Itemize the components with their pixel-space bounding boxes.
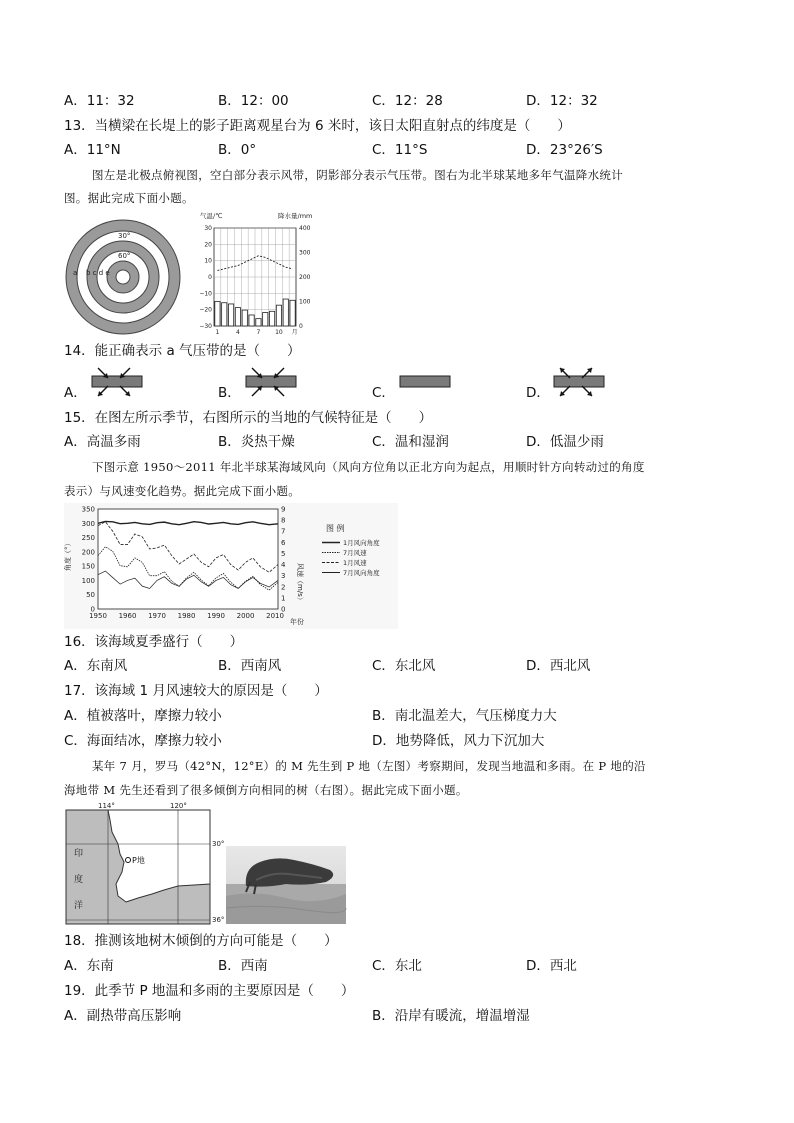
wind-ytick-right: 4 (281, 561, 286, 570)
wind-ytick-right: 3 (281, 572, 286, 581)
legend-entry: 1月风速 (343, 559, 367, 567)
q12-option-c[interactable]: C．12：28 (372, 93, 443, 109)
p-label: P地 (132, 856, 145, 865)
q16-stem: 16．该海域夏季盛行（ ） (64, 634, 244, 650)
q18-option-d[interactable]: D．西北 (526, 958, 577, 974)
q13-stem: 13．当横梁在长堤上的影子距离观星台为 6 米时，该日太阳直射点的纬度是（ ） (64, 118, 571, 134)
intro3-line2: 海地带 M 先生还看到了很多倾倒方向相同的树（右图）。据此完成下面小题。 (64, 783, 468, 797)
climate-precip-tick: 400 (299, 225, 311, 232)
ring-center (116, 270, 130, 284)
q14-option-d[interactable]: D． (526, 385, 550, 401)
wind-ytick-right: 9 (281, 505, 286, 514)
q13-option-d[interactable]: D．23°26′S (526, 142, 603, 158)
climate-temp-tick: −30 (199, 323, 212, 330)
q13-option-c[interactable]: C．11°S (372, 142, 428, 158)
precip-bar (215, 302, 220, 327)
q15-option-b[interactable]: B．炎热干燥 (218, 434, 295, 450)
climate-temp-tick: 30 (204, 225, 212, 232)
q13-option-a[interactable]: A．11°N (64, 142, 121, 158)
q15-option-c[interactable]: C．温和湿润 (372, 434, 449, 450)
wind-xtick: 1950 (89, 612, 107, 620)
legend-entry: 7月风速 (343, 549, 367, 557)
intro1-line2: 图。据此完成下面小题。 (64, 191, 194, 205)
q18-option-b[interactable]: B．西南 (218, 958, 268, 974)
climate-x-tick: 7 (256, 329, 261, 336)
leaning-tree-photo (226, 846, 346, 924)
q16-option-a[interactable]: A．东南风 (64, 658, 128, 674)
q14-stem: 14．能正确表示 a 气压带的是（ ） (64, 343, 301, 359)
wind-ylabel-right: 风速（m/s） (296, 563, 304, 604)
precip-bar (256, 319, 261, 326)
q19-option-b[interactable]: B．沿岸有暖流，增温增湿 (372, 1008, 530, 1024)
wind-ylabel-left: 角度（°） (64, 539, 72, 571)
ocean-label-1: 印 (74, 849, 84, 859)
wind-xtick: 1980 (177, 612, 196, 620)
wind-xtick: 1990 (207, 612, 225, 620)
ocean-label-3: 洋 (74, 901, 84, 911)
precip-bar (222, 303, 227, 326)
climate-x-tick: 4 (236, 329, 240, 336)
q14-diagram-c (396, 366, 454, 398)
climate-precip-tick: 100 (299, 298, 311, 306)
q14-diagram-a (88, 366, 146, 398)
wind-ytick-left: 350 (81, 505, 95, 514)
q17-option-b[interactable]: B．南北温差大，气压梯度力大 (372, 708, 557, 724)
climate-ylabel-right: 降水量/mm (278, 212, 313, 220)
ocean-label-2: 度 (74, 875, 84, 885)
wind-ytick-right: 1 (281, 594, 286, 603)
q18-option-a[interactable]: A．东南 (64, 958, 114, 974)
wind-xtick: 2000 (236, 612, 255, 620)
q13-option-b[interactable]: B．0° (218, 142, 257, 158)
wind-ytick-left: 50 (86, 591, 95, 600)
wind-ytick-left: 300 (81, 519, 95, 528)
q19-stem: 19．此季节 P 地温和多雨的主要原因是（ ） (64, 983, 355, 999)
intro1-line1: 图左是北极点俯视图，空白部分表示风带，阴影部分表示气压带。图右为北半球某地多年气温降水统计 (92, 168, 623, 182)
lon-114: 114° (98, 802, 115, 810)
lon-120: 120° (170, 802, 187, 810)
label-30: 30° (118, 232, 131, 240)
wind-xtick: 2010 (266, 612, 284, 620)
q19-option-a[interactable]: A．副热带高压影响 (64, 1008, 182, 1024)
q17-stem: 17．该海域 1 月风速较大的原因是（ ） (64, 683, 328, 699)
label-a: a (73, 269, 78, 277)
label-60: 60° (118, 252, 131, 260)
climate-precip-tick: 0 (299, 323, 303, 330)
q12-option-a[interactable]: A．11：32 (64, 93, 135, 109)
wind-ytick-right: 2 (281, 583, 286, 592)
wind-ytick-right: 8 (281, 516, 286, 525)
intro3-line1: 某年 7 月，罗马（42°N，12°E）的 M 先生到 P 地（左图）考察期间，发现当地温和多雨。在 P 地的沿 (92, 759, 646, 773)
q17-option-d[interactable]: D．地势降低，风力下沉加大 (372, 733, 545, 749)
wind-ytick-right: 0 (281, 605, 286, 614)
q12-option-d[interactable]: D．12：32 (526, 93, 598, 109)
intro2-line1: 下图示意 1950～2011 年北半球某海域风向（风向方位角以正北方向为起点，用顺时针方向转动过的角度 (92, 460, 645, 474)
precip-bar (228, 304, 233, 326)
climate-ylabel-left: 气温/℃ (200, 212, 223, 220)
wind-ytick-right: 5 (281, 549, 286, 558)
q12-option-b[interactable]: B．12：00 (218, 93, 289, 109)
legend-title: 图 例 (326, 524, 345, 533)
wind-ytick-left: 0 (90, 605, 95, 614)
precip-bar (269, 311, 274, 326)
q15-option-a[interactable]: A．高温多雨 (64, 434, 141, 450)
wind-ytick-left: 250 (81, 534, 95, 543)
wind-xtick: 1970 (148, 612, 166, 620)
wind-ytick-left: 200 (81, 548, 95, 557)
climate-x-tick: 月 (291, 329, 298, 336)
q14-diagram-b (242, 366, 300, 398)
lat-36: 36° (212, 916, 225, 924)
climate-x-tick: 10 (275, 329, 283, 336)
wind-xtick: 1960 (118, 612, 137, 620)
q16-option-d[interactable]: D．西北风 (526, 658, 591, 674)
precip-bar (283, 299, 288, 326)
climate-precip-tick: 200 (299, 274, 311, 281)
polar-view-figure (64, 218, 182, 336)
q16-option-c[interactable]: C．东北风 (372, 658, 436, 674)
legend-entry: 1月风向角度 (343, 539, 380, 547)
climate-temp-tick: −10 (199, 290, 212, 298)
wind-ytick-right: 7 (281, 527, 286, 536)
precip-bar (242, 310, 247, 326)
legend-entry: 7月风向角度 (343, 569, 380, 577)
climate-temp-tick: 20 (204, 241, 212, 249)
q15-option-d[interactable]: D．低温少雨 (526, 434, 604, 450)
lat-30: 30° (212, 840, 225, 848)
q15-stem: 15．在图左所示季节，右图所示的当地的气候特征是（ ） (64, 410, 433, 426)
q18-stem: 18．推测该地树木倾倒的方向可能是（ ） (64, 933, 338, 949)
p-location-map (66, 802, 225, 924)
climate-temp-tick: 0 (208, 274, 212, 281)
precip-bar (276, 305, 281, 326)
climate-x-tick: 1 (215, 329, 220, 336)
intro2-line2: 表示）与风速变化趋势。据此完成下面小题。 (64, 484, 300, 498)
wind-ytick-left: 150 (81, 562, 95, 571)
precip-bar (235, 308, 240, 326)
q14-diagram-d (550, 366, 608, 398)
label-letters: b c d e (86, 269, 110, 277)
q14-option-a[interactable]: A． (64, 385, 87, 401)
q14-option-b[interactable]: B． (218, 385, 241, 401)
wind-xunit: 年份 (290, 618, 304, 626)
precip-bar (263, 313, 268, 326)
wind-trend-chart (64, 503, 398, 629)
q17-option-a[interactable]: A．植被落叶，摩擦力较小 (64, 708, 222, 724)
precip-bar (290, 300, 295, 326)
climate-precip-tick: 300 (299, 249, 311, 257)
q14-option-c[interactable]: C． (372, 385, 395, 401)
q18-option-c[interactable]: C．东北 (372, 958, 422, 974)
climate-chart (196, 210, 324, 338)
climate-temp-tick: 10 (204, 257, 212, 265)
precip-bar (249, 315, 254, 326)
wind-ytick-left: 100 (81, 576, 95, 585)
wind-ytick-right: 6 (281, 538, 286, 547)
q17-option-c[interactable]: C．海面结冰，摩擦力较小 (64, 733, 222, 749)
climate-temp-tick: −20 (199, 306, 212, 314)
p-marker (126, 858, 131, 863)
q16-option-b[interactable]: B．西南风 (218, 658, 282, 674)
